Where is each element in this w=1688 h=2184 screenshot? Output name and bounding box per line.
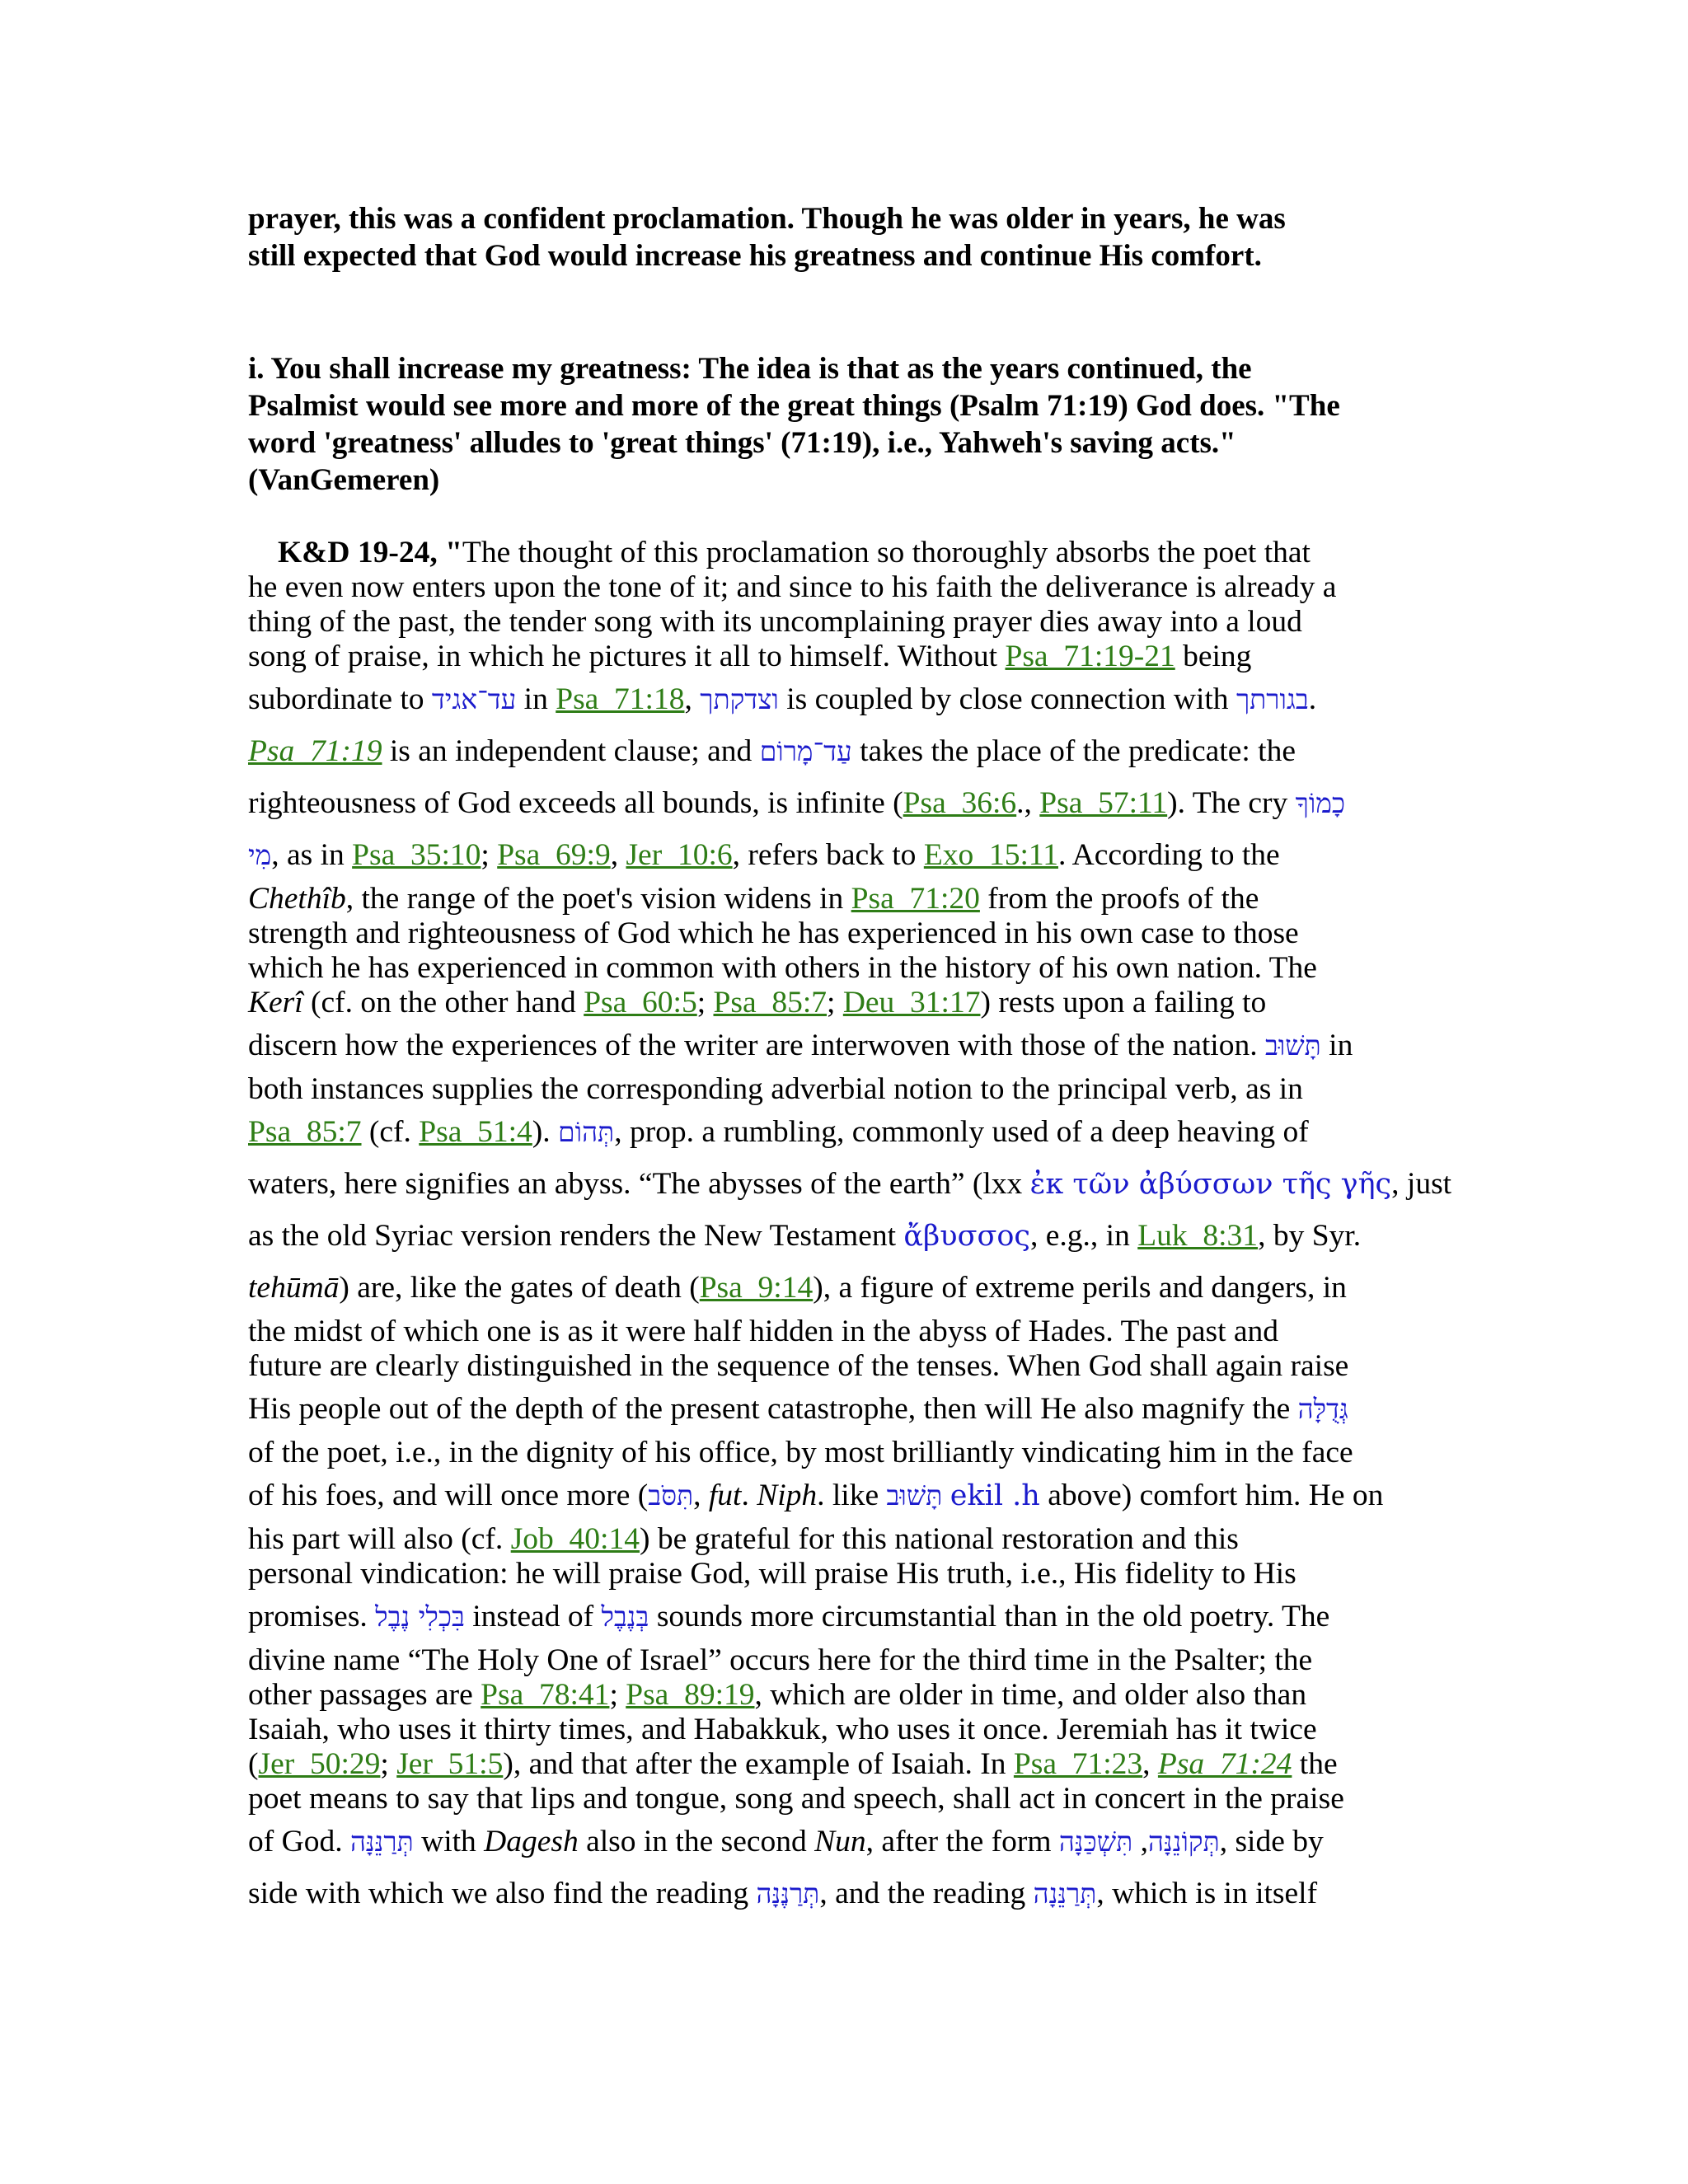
text-line — [248, 830, 1443, 882]
text-run: , — [1132, 1825, 1149, 1858]
text-run: ; — [827, 986, 843, 1019]
scripture-link[interactable]: Psa_71:23 — [1013, 1747, 1143, 1781]
hebrew-term: תִּסֹּב — [648, 1479, 694, 1511]
text-line — [248, 986, 1443, 1020]
text-line — [248, 1436, 1443, 1470]
scripture-link[interactable]: Psa_51:4 — [419, 1115, 532, 1149]
text-line — [248, 536, 1443, 570]
text-line — [248, 1349, 1443, 1384]
text-run: discern how the experiences of the writer are interwoven with those of the nation. — [248, 1029, 1265, 1062]
text-line — [248, 1263, 1443, 1315]
text-run: ), and that after the example of Isaiah. In — [503, 1747, 1014, 1781]
scripture-link[interactable]: Exo_15:11 — [923, 838, 1058, 872]
italic-term: Kerî — [248, 986, 303, 1019]
text-run: The thought of this proclamation so thoroughly absorbs the poet that — [462, 536, 1311, 569]
scripture-link[interactable]: Psa_71:20 — [851, 882, 980, 916]
text-line — [248, 570, 1443, 605]
text-line: (VanGemeren) — [248, 463, 440, 497]
text-run: in — [516, 682, 556, 716]
scripture-link[interactable]: Psa_36:6 — [903, 786, 1017, 820]
text-run: , side by — [1219, 1825, 1324, 1858]
text-run: thing of the past, the tender song with its uncomplaining prayer dies away into a loud — [248, 605, 1302, 639]
scripture-link[interactable]: Jer_50:29 — [258, 1747, 381, 1781]
text-run: righteousness of God exceeds all bounds, is infinite ( — [248, 786, 903, 820]
text-run: . According to the — [1058, 838, 1280, 872]
text-line — [248, 605, 1443, 640]
text-run: takes the place of the predicate: the — [851, 734, 1296, 768]
hebrew-term: מִי — [248, 839, 272, 871]
text-run: ( — [248, 1747, 259, 1781]
text-run — [942, 1479, 950, 1512]
text-run: ), a figure of extreme perils and dangers, in — [813, 1271, 1347, 1305]
text-line — [248, 1107, 1443, 1159]
scripture-link[interactable]: Psa_71:18 — [556, 682, 685, 716]
scripture-link[interactable]: Psa_85:7 — [248, 1115, 362, 1149]
text-line — [248, 1591, 1443, 1643]
text-line — [248, 882, 1443, 916]
text-line — [248, 1557, 1443, 1591]
scripture-link[interactable]: Psa_57:11 — [1039, 786, 1168, 820]
text-run: of his foes, and will once more ( — [248, 1479, 649, 1512]
text-run: ; — [481, 838, 498, 872]
text-run: ; — [609, 1678, 626, 1712]
text-run: divine name “The Holy One of Israel” occurs here for the third time in the Psalter; the — [248, 1643, 1313, 1677]
text-run: , and the reading — [819, 1877, 1034, 1910]
text-line — [248, 1384, 1443, 1436]
text-run: subordinate to — [248, 682, 432, 716]
text-run: promises. — [248, 1600, 376, 1633]
text-run: is coupled by close connection with — [778, 682, 1236, 716]
italic-term: fut — [708, 1479, 742, 1512]
hebrew-term: תְּקוֹנֵנָּה — [1148, 1825, 1220, 1858]
scripture-link[interactable]: Psa_35:10 — [352, 838, 481, 872]
greek-term: ekil .h — [950, 1479, 1040, 1512]
text-run: being — [1175, 640, 1252, 673]
text-run: ). — [532, 1115, 559, 1149]
scripture-link[interactable]: Jer_51:5 — [396, 1747, 504, 1781]
hebrew-term: עַד־מָרוֹם — [759, 735, 852, 767]
hebrew-term: וצדקתך — [700, 683, 779, 715]
scripture-link[interactable]: Deu_31:17 — [842, 986, 981, 1019]
scripture-link[interactable]: Psa_71:19-21 — [1005, 640, 1175, 673]
hebrew-term: תָּשׁוּב — [1264, 1029, 1321, 1062]
text-run: the midst of which one is as it were half hidden in the abyss of Hades. The past and — [248, 1315, 1279, 1348]
text-run: waters, here signifies an abyss. “The abysses of the earth” (lxx — [248, 1167, 1030, 1201]
text-run: from the proofs of the — [979, 882, 1259, 916]
text-run: . — [741, 1479, 757, 1512]
summary-paragraph — [248, 200, 1443, 274]
italic-term: Niph — [757, 1479, 818, 1512]
text-line: i. You shall increase my greatness: The idea is that as the years continued, the — [248, 352, 1252, 386]
text-line: still expected that God would increase his greatness and continue His comfort. — [248, 239, 1262, 273]
text-line — [248, 951, 1443, 986]
text-line — [248, 1816, 1443, 1868]
scripture-link[interactable]: Luk_8:31 — [1137, 1219, 1259, 1253]
hebrew-term: כָמוֹךָ — [1295, 787, 1346, 819]
text-run: , as in — [271, 838, 353, 872]
scripture-link[interactable]: Psa_69:9 — [497, 838, 611, 872]
text-run: of God. — [248, 1825, 350, 1858]
text-run: , — [684, 682, 701, 716]
hebrew-term: גְּדֻלָּה — [1297, 1393, 1348, 1425]
text-line — [248, 1782, 1443, 1816]
text-run: ) rests upon a failing to — [980, 986, 1267, 1019]
text-line — [248, 640, 1443, 674]
text-run: poet means to say that lips and tongue, song and speech, shall act in concert in the praise — [248, 1782, 1344, 1816]
hebrew-term: תְּרַנֵּנָה — [1033, 1877, 1097, 1910]
scripture-link[interactable]: Psa_9:14 — [699, 1271, 814, 1305]
text-run: with — [413, 1825, 485, 1858]
text-run: other passages are — [248, 1678, 481, 1712]
scripture-link[interactable]: Psa_78:41 — [481, 1678, 610, 1712]
text-run: of the poet, i.e., in the dignity of his office, by most brilliantly vindicating him in the face — [248, 1436, 1353, 1469]
hebrew-term: בִּכְלִי נֶבֶל — [375, 1601, 465, 1633]
hebrew-term: תְּהוֹם — [558, 1116, 615, 1148]
text-run: as the old Syriac version renders the New Testament — [248, 1219, 904, 1253]
text-line — [248, 1020, 1443, 1072]
text-run: , which is in itself — [1096, 1877, 1318, 1910]
text-run: ). The cry — [1167, 786, 1296, 820]
hebrew-term: תְּרַנֶּנָּה — [756, 1877, 820, 1910]
text-run: , which are older in time, and older also than — [754, 1678, 1307, 1712]
text-run: he even now enters upon the tone of it; and since to his faith the deliverance is already a — [248, 570, 1337, 604]
text-line — [248, 1159, 1452, 1211]
scripture-link[interactable]: Job_40:14 — [510, 1522, 640, 1556]
hebrew-term: בְּנֶבֶל — [601, 1601, 649, 1633]
hebrew-term: עד־אגיד — [431, 683, 517, 715]
text-run: , prop. a rumbling, commonly used of a deep heaving of — [614, 1115, 1309, 1149]
text-line — [248, 1470, 1443, 1522]
text-run: side with which we also find the reading — [248, 1877, 757, 1910]
scripture-link[interactable]: Jer_10:6 — [626, 838, 733, 872]
text-line — [248, 1522, 1443, 1557]
italic-term: Dagesh — [484, 1825, 579, 1858]
text-run: also in the second — [578, 1825, 815, 1858]
hebrew-term: תִּשְׁכַּנָּה — [1058, 1825, 1133, 1858]
scripture-link[interactable]: Psa_60:5 — [584, 986, 697, 1019]
text-run: , — [1142, 1747, 1158, 1781]
text-run: . — [1308, 682, 1317, 716]
text-run: ; — [380, 1747, 397, 1781]
text-line: prayer, this was a confident proclamation. Though he was older in years, he was — [248, 202, 1286, 236]
scripture-link[interactable]: Psa_71:19 — [248, 734, 382, 768]
text-line: Psalmist would see more and more of the great things (Psalm 71:19) God does. "The — [248, 389, 1340, 423]
text-run: ) are, like the gates of death ( — [339, 1271, 700, 1305]
text-run: His people out of the depth of the present catastrophe, then will He also magnify the — [248, 1392, 1298, 1426]
text-line — [248, 1315, 1443, 1349]
text-line — [248, 1643, 1443, 1678]
italic-term: Nun — [814, 1825, 866, 1858]
greek-term: ἐκ τῶν ἀβύσσων τῆς γῆς — [1029, 1168, 1392, 1201]
text-line — [248, 1747, 1443, 1782]
text-run: his part will also (cf. — [248, 1522, 511, 1556]
text-run: is an independent clause; and — [382, 734, 760, 768]
hebrew-term: בגורתך — [1236, 683, 1309, 715]
greek-term: ἄβυσσος — [903, 1220, 1031, 1253]
text-run: ) be grateful for this national restoration and this — [639, 1522, 1239, 1556]
text-run: , — [693, 1479, 709, 1512]
text-run: future are clearly distinguished in the sequence of the tenses. When God shall again raise — [248, 1349, 1349, 1383]
text-run: , refers back to — [732, 838, 924, 872]
text-line: word 'greatness' alludes to 'great things' (71:19), i.e., Yahweh's saving acts." — [248, 426, 1236, 460]
text-run: , after the form — [865, 1825, 1059, 1858]
text-run: , — [610, 838, 626, 872]
text-run: , just — [1391, 1167, 1452, 1201]
italic-term: tehūmā — [248, 1271, 340, 1305]
point-i-paragraph — [248, 350, 1443, 499]
hebrew-term: תָּשׁוּב — [886, 1479, 943, 1511]
text-run: sounds more circumstantial than in the old poetry. The — [649, 1600, 1330, 1633]
text-line — [248, 726, 1443, 778]
text-run: ., — [1016, 786, 1040, 820]
text-run: personal vindication: he will praise God, will praise His truth, i.e., His fidelity to His — [248, 1557, 1296, 1591]
text-run: . like — [817, 1479, 887, 1512]
text-run: , e.g., in — [1030, 1219, 1138, 1253]
text-run: which he has experienced in common with others in the history of his own nation. The — [248, 951, 1317, 985]
text-run: (cf. on the other hand — [302, 986, 584, 1019]
text-line — [248, 674, 1443, 726]
hebrew-term: תְּרַנֵּנָּה — [349, 1825, 414, 1858]
scripture-link[interactable]: Psa_85:7 — [713, 986, 828, 1019]
text-line — [248, 1678, 1443, 1713]
text-line — [248, 1072, 1443, 1107]
scripture-link[interactable]: Psa_71:24 — [1157, 1747, 1292, 1781]
text-line — [248, 1868, 1443, 1920]
text-line — [248, 778, 1443, 830]
text-run: above) comfort him. He on — [1039, 1479, 1384, 1512]
text-run: Isaiah, who uses it thirty times, and Habakkuk, who uses it once. Jeremiah has it twice — [248, 1713, 1317, 1746]
text-run: , the range of the poet's vision widens in — [345, 882, 851, 916]
text-line — [248, 1713, 1443, 1747]
kd-commentary — [248, 536, 1452, 1920]
text-line — [248, 916, 1443, 951]
text-run: instead of — [464, 1600, 602, 1633]
text-run: song of praise, in which he pictures it all to himself. Without — [248, 640, 1006, 673]
scripture-link[interactable]: Psa_89:19 — [626, 1678, 755, 1712]
text-run: (cf. — [361, 1115, 420, 1149]
text-run: ; — [696, 986, 714, 1019]
text-line — [248, 1211, 1443, 1263]
text-run: the — [1292, 1747, 1338, 1781]
text-run: strength and righteousness of God which he has experienced in his own case to those — [248, 916, 1299, 950]
italic-term: Chethîb — [248, 882, 346, 916]
commentary-source: K&D 19-24, " — [278, 536, 462, 569]
text-run: in — [1320, 1029, 1353, 1062]
text-run: both instances supplies the corresponding adverbial notion to the principal verb, as in — [248, 1072, 1303, 1106]
text-run: , by Syr. — [1258, 1219, 1362, 1253]
